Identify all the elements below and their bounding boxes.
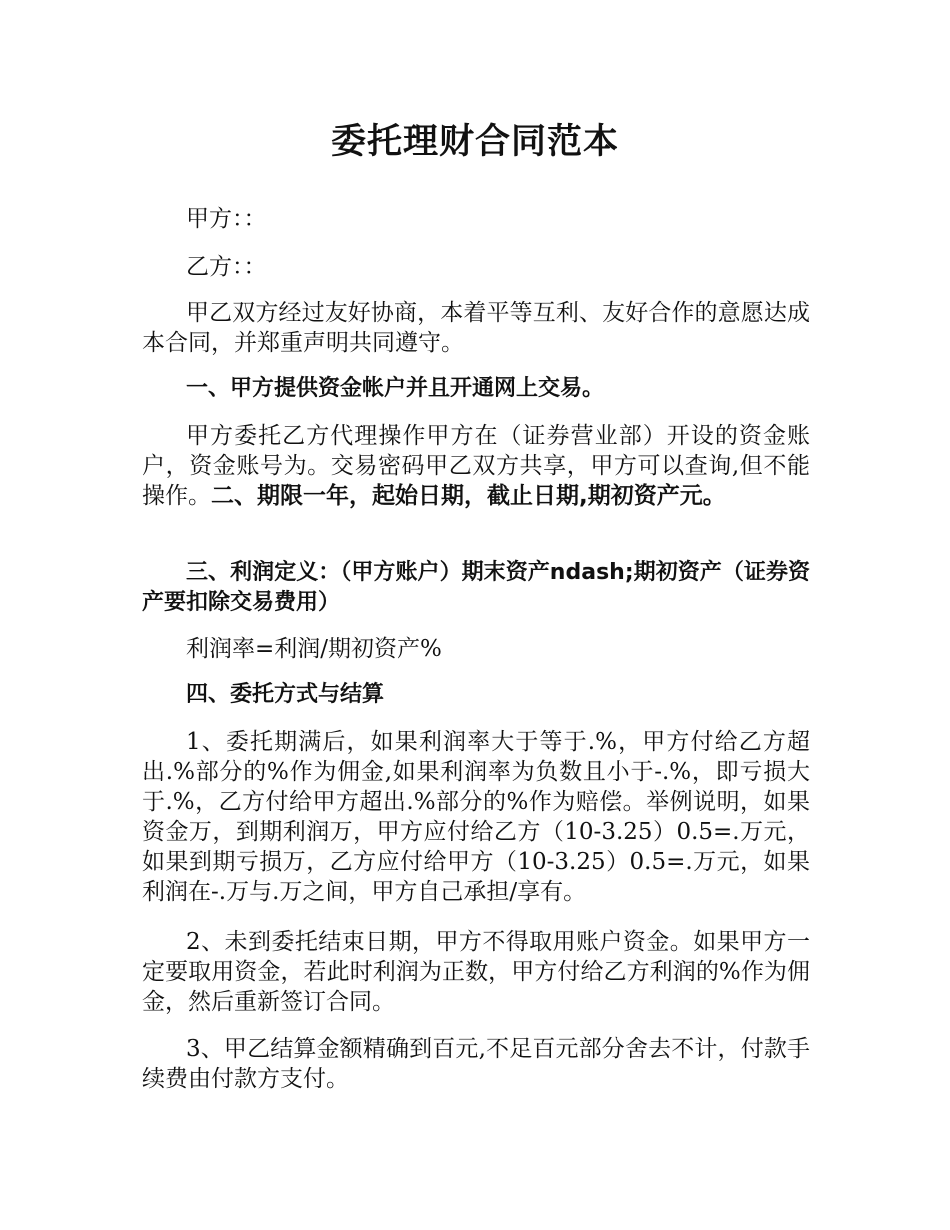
- section4-heading: [142, 680, 810, 710]
- document-title: 委托理财合同范本: [330, 122, 619, 162]
- party-b-text: 乙方：：: [186, 254, 267, 280]
- profit-rate-line: [142, 634, 810, 664]
- clause-3: [142, 1034, 810, 1094]
- intro-text: 甲乙双方经过友好协商，本着平等互利、友好合作的意愿达成本合同，并郑重声明共同遵守。: [142, 300, 810, 356]
- party-a-line: [142, 204, 810, 234]
- section1-paragraph: [142, 421, 810, 511]
- party-b-line: [142, 252, 810, 282]
- section3-heading: [142, 558, 810, 618]
- intro-paragraph: [142, 298, 810, 358]
- clause-2: [142, 927, 810, 1017]
- section1-heading-text: 一、甲方提供资金帐户并且开通网上交易。: [186, 376, 605, 401]
- clause-2-text: 2、未到委托结束日期，甲方不得取用账户资金。如果甲方一定要取用资金，若此时利润为正数，甲方付给乙方利润的%作为佣金，然后重新签订合同。: [142, 929, 810, 1015]
- party-a-text: 甲方：：: [186, 206, 267, 232]
- section1-body-with-section2: [142, 421, 810, 511]
- section1-heading: [142, 374, 810, 404]
- section4-heading-text: 四、委托方式与结算: [186, 682, 385, 707]
- profit-rate-text: 利润率=利润/期初资产%: [186, 636, 442, 662]
- section2-heading-text: 二、期限一年，起始日期，截止日期,期初资产元。: [211, 483, 726, 509]
- clause-1: [142, 727, 810, 907]
- clause-3-text: 3、甲乙结算金额精确到百元,不足百元部分舍去不计，付款手续费由付款方支付。: [142, 1036, 810, 1092]
- clause-1-text: 1、委托期满后，如果利润率大于等于.%，甲方付给乙方超出.%部分的%作为佣金,如果利润率为负数且小于-.%，即亏损大于.%，乙方付给甲方超出.%部分的%作为赔偿。举例说明，如果资金万，到期利润万，甲方应付给乙方（10-3.25）0.5=.万元，如果到期亏损万，乙方应付给甲方（10-3.25）0.5=.万元，如果利润在-.万与.万之间，甲方自己承担/享有。: [142, 729, 810, 905]
- section3-heading-text: 三、利润定义：（甲方账户）期末资产ndash;期初资产（证券资产要扣除交易费用）: [142, 560, 810, 615]
- section1-body-text: 甲方委托乙方代理操作甲方在（证券营业部）开设的资金账户，资金账号为。交易密码甲乙双方共享，甲方可以查询,但不能操作。: [142, 423, 810, 509]
